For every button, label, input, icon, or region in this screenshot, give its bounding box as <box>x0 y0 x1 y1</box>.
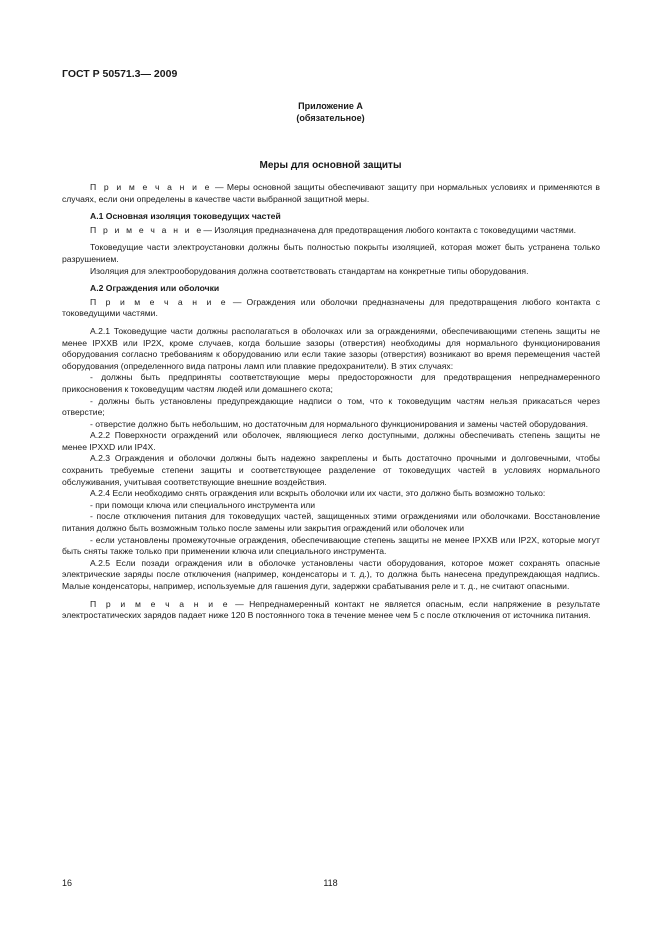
standard-header: ГОСТ Р 50571.3— 2009 <box>62 68 178 80</box>
a24-paragraph: А.2.4 Если необходимо снять ограждения или вскрыть оболочки или их части, это должно быть возможно только: <box>90 488 546 499</box>
note-label: П р и м е ч а н и е <box>90 296 228 307</box>
annex-status: (обязательное) <box>296 113 365 123</box>
note-label: П р и м е ч а н и е <box>90 598 230 609</box>
a21-paragraph: А.2.1 Токоведущие части должны располагаться в оболочках или за ограждениями, обеспечивающими степень защиты не менее IPXXB или IP2X, кроме случаев, когда большие зазоры (отверстия) необходимы для нормального функционирования оборудования согласно требованиям к оборудованию или если такие зазоры (отверстия) возникают во время перемещения частей оборудования (определенного вида патроны ламп или плавкие предохранители). В этих случаях: <box>62 325 600 371</box>
section-a1-heading: А.1 Основная изоляция токоведущих частей <box>90 211 281 222</box>
document-body <box>62 182 600 622</box>
note-label: П р и м е ч а н и е <box>90 182 212 192</box>
a25-paragraph: А.2.5 Если позади ограждения или в оболочке установлены части оборудования, которое может сохранять опасные электрические заряды после отключения (например, конденсаторы и т. д.), то должна быть нанесена предупреждающая надпись. Малые конденсаторы, например, используемые для гашения дуги, задержки срабатывания реле и т. д., не считают опасными. <box>62 557 600 591</box>
intro-note: П р и м е ч а н и е — Меры основной защиты обеспечивают защиту при нормальных условиях и применяются в случаях, если они определены в качестве части выбранной защитной меры. <box>62 182 600 204</box>
a2-note: П р и м е ч а н и е — Ограждения или оболочки предназначены для предотвращения любого контакта с токоведущими частями. <box>62 296 600 319</box>
annex-title: Приложение А <box>298 101 363 111</box>
page-number-center: 118 <box>323 878 338 888</box>
a1-paragraph-1: Токоведущие части электроустановки должны быть полностью покрыты изоляцией, которая может быть устранена только разрушением. <box>62 242 600 264</box>
final-note: П р и м е ч а н и е — Непреднамеренный контакт не является опасным, если напряжение в результате электростатических зарядов падает ниже 120 В постоянного тока в течение менее чем 5 с после отключения от источника питания. <box>62 598 600 621</box>
a1-note: П р и м е ч а н и е— Изоляция предназначена для предотвращения любого контакта с токоведущими частями. <box>90 224 577 235</box>
section-a2-heading: А.2 Ограждения или оболочки <box>90 283 220 294</box>
a23-paragraph: А.2.3 Ограждения и оболочки должны быть надежно закреплены и быть достаточно прочными и долговечными, чтобы сохранить требуемые степени защиты и соответствующее разделение от токоведущих частей в условиях нормального обслуживания, учитывая соответствующие внешние воздействия. <box>62 453 600 487</box>
a24-bullet-2: - после отключения питания для токоведущих частей, защищенных этими ограждениями или оболочками. Восстановление питания должно быть возможным только после замены или закрытия ограждений или оболочек или <box>62 511 600 534</box>
page-number-left: 16 <box>62 878 73 888</box>
a21-bullet-2: - должны быть установлены предупреждающие надписи о том, что к токоведущим частям нельзя прикасаться через отверстие; <box>62 395 600 418</box>
note-label: П р и м е ч а н и е <box>90 224 204 235</box>
a1-paragraph-2: Изоляция для электрооборудования должна соответствовать стандартам на конкретные типы оборудования. <box>90 265 529 276</box>
a21-bullet-1: - должны быть предприняты соответствующие меры предосторожности для предотвращения непреднамеренного прикосновения к токоведущим частям людей или домашнего скота; <box>62 372 600 394</box>
a22-paragraph: А.2.2 Поверхности ограждений или оболочек, являющиеся легко доступными, должны обеспечивать степень защиты не менее IPXXD или IP4X. <box>62 430 600 452</box>
a21-bullet-3: - отверстие должно быть небольшим, но достаточным для нормального функционирования и замены частей оборудования. <box>90 418 589 429</box>
a24-bullet-3: - если установлены промежуточные ограждения, обеспечивающие степень защиты не менее IPXXB или IP2X, которые могут быть сняты также только при применении ключа или специального инструмента. <box>62 534 600 557</box>
a24-bullet-1: - при помощи ключа или специального инструмента или <box>90 499 316 510</box>
page-title: Меры для основной защиты <box>259 160 402 171</box>
